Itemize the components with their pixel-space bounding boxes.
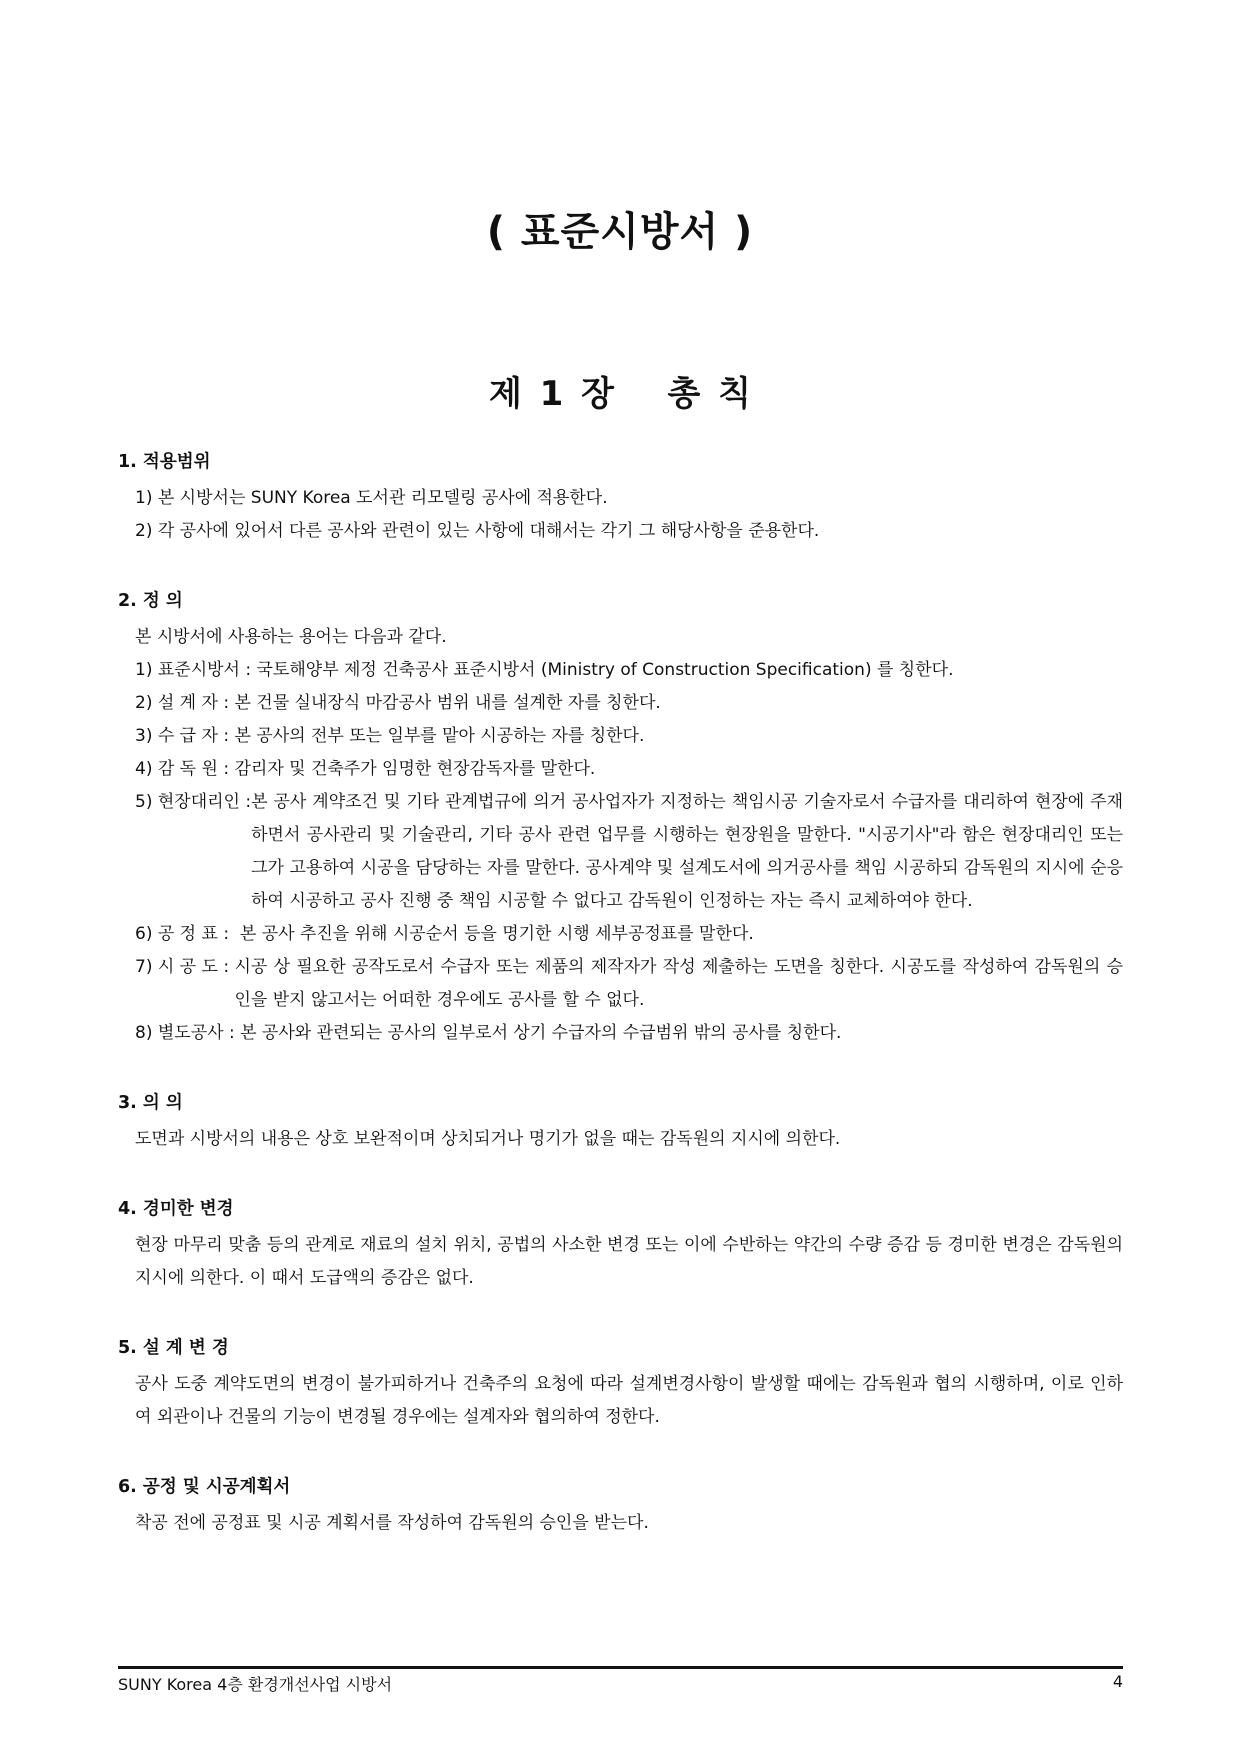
item-text: 본 공사의 전부 또는 일부를 맡아 시공하는 자를 칭한다.	[234, 726, 645, 746]
section-text: 도면과 시방서의 내용은 상호 보완적이며 상치되거나 명기가 없을 때는 감독원의 지시에 의한다.	[135, 1129, 841, 1149]
list-item	[118, 482, 1123, 515]
item-text: 본 공사와 관련되는 공사의 일부로서 상기 수급자의 수급범위 밖의 공사를 칭한다.	[240, 1023, 842, 1043]
item-label: 4) 감 독 원 :	[135, 759, 235, 779]
item-label: 2)	[135, 521, 158, 541]
section-heading: 6. 공정 및 시공계획서	[118, 1477, 291, 1497]
list-item	[118, 515, 1123, 548]
section-schedule-plan	[118, 1471, 1123, 1540]
page-number: 4	[1112, 1672, 1123, 1691]
list-item	[118, 720, 1123, 753]
section-meaning	[118, 1087, 1123, 1156]
section-intro: 본 시방서에 사용하는 용어는 다음과 같다.	[135, 627, 447, 647]
item-label: 2) 설 계 자 :	[135, 693, 235, 713]
list-item	[118, 786, 1123, 918]
list-item	[118, 654, 1123, 687]
section-heading: 3. 의 의	[118, 1093, 183, 1113]
section-heading: 2. 정 의	[118, 591, 183, 611]
list-item	[118, 687, 1123, 720]
section-heading: 4. 경미한 변경	[118, 1199, 234, 1219]
list-item	[118, 753, 1123, 786]
item-text: 국토해양부 제정 건축공사 표준시방서 (Ministry of Construction Specification) 를 칭한다.	[256, 660, 954, 680]
item-label: 1)	[135, 488, 158, 508]
item-text: 본 공사 계약조건 및 기타 관계법규에 의거 공사업자가 지정하는 책임시공 기술자로서 수급자를 대리하여 현장에 주재하면서 공사관리 및 기술관리, 기타 공사 관련 업무를 시행하는 현장원을 말한다. "시공기사"라 함은 현장대리인 또는 그가 고용하여 시공을 담당하는 자를 말한다. 공사계약 및 설계도서에 의거공사를 책임 시공하되 감독원의 지시에 순응하여 시공하고 공사 진행 중 책임 시공할 수 없다고 감독원이 인정하는 자는 즉시 교체하여야 한다.	[251, 792, 1123, 911]
item-text: 본 공사 추진을 위해 시공순서 등을 명기한 시행 세부공정표를 말한다.	[239, 924, 754, 944]
list-item	[118, 918, 1123, 951]
section-scope	[118, 446, 1123, 548]
section-text: 공사 도중 계약도면의 변경이 불가피하거나 건축주의 요청에 따라 설계변경사항이 발생할 때에는 감독원과 협의 시행하며, 이로 인하여 외관이나 건물의 기능이 변경될 경우에는 설계자와 협의하여 정한다.	[135, 1374, 1123, 1427]
section-minor-change	[118, 1193, 1123, 1295]
item-label: 3) 수 급 자 :	[135, 726, 235, 746]
item-label: 8) 별도공사 :	[135, 1023, 241, 1043]
list-item	[118, 1017, 1123, 1050]
item-text: 시공 상 필요한 공작도로서 수급자 또는 제품의 제작자가 작성 제출하는 도면을 칭한다. 시공도를 작성하여 감독원의 승인을 받지 않고서는 어떠한 경우에도 공사를 할 수 없다.	[234, 957, 1123, 1010]
item-label: 1) 표준시방서 :	[135, 660, 257, 680]
item-text: 각 공사에 있어서 다른 공사와 관련이 있는 사항에 대해서는 각기 그 해당사항을 준용한다.	[157, 521, 820, 541]
section-design-change	[118, 1332, 1123, 1434]
list-item	[118, 951, 1123, 1017]
document-title: ( 표준시방서 )	[486, 209, 754, 255]
section-definitions	[118, 585, 1123, 1050]
item-text: 본 건물 실내장식 마감공사 범위 내를 설계한 자를 칭한다.	[234, 693, 661, 713]
footer-document-title: SUNY Korea 4층 환경개선사업 시방서	[118, 1675, 393, 1694]
item-text: 감리자 및 건축주가 임명한 현장감독자를 말한다.	[234, 759, 596, 779]
section-heading: 5. 설 계 변 경	[118, 1338, 229, 1358]
document-body	[118, 446, 1123, 1577]
section-text: 착공 전에 공정표 및 시공 계획서를 작성하여 감독원의 승인을 받는다.	[135, 1513, 649, 1533]
item-label: 7) 시 공 도 :	[135, 957, 235, 977]
item-label: 5) 현장대리인 :	[135, 792, 252, 812]
section-text: 현장 마무리 맞춤 등의 관계로 재료의 설치 위치, 공법의 사소한 변경 또는 이에 수반하는 약간의 수량 증감 등 경미한 변경은 감독원의 지시에 의한다. 이 때서 도급액의 증감은 없다.	[135, 1235, 1123, 1288]
item-text: 본 시방서는 SUNY Korea 도서관 리모델링 공사에 적용한다.	[157, 488, 608, 508]
section-heading: 1. 적용범위	[118, 452, 211, 472]
footer-divider	[118, 1666, 1123, 1669]
chapter-title: 제 1 장 총 칙	[488, 374, 752, 414]
item-label: 6) 공 정 표 :	[135, 924, 240, 944]
